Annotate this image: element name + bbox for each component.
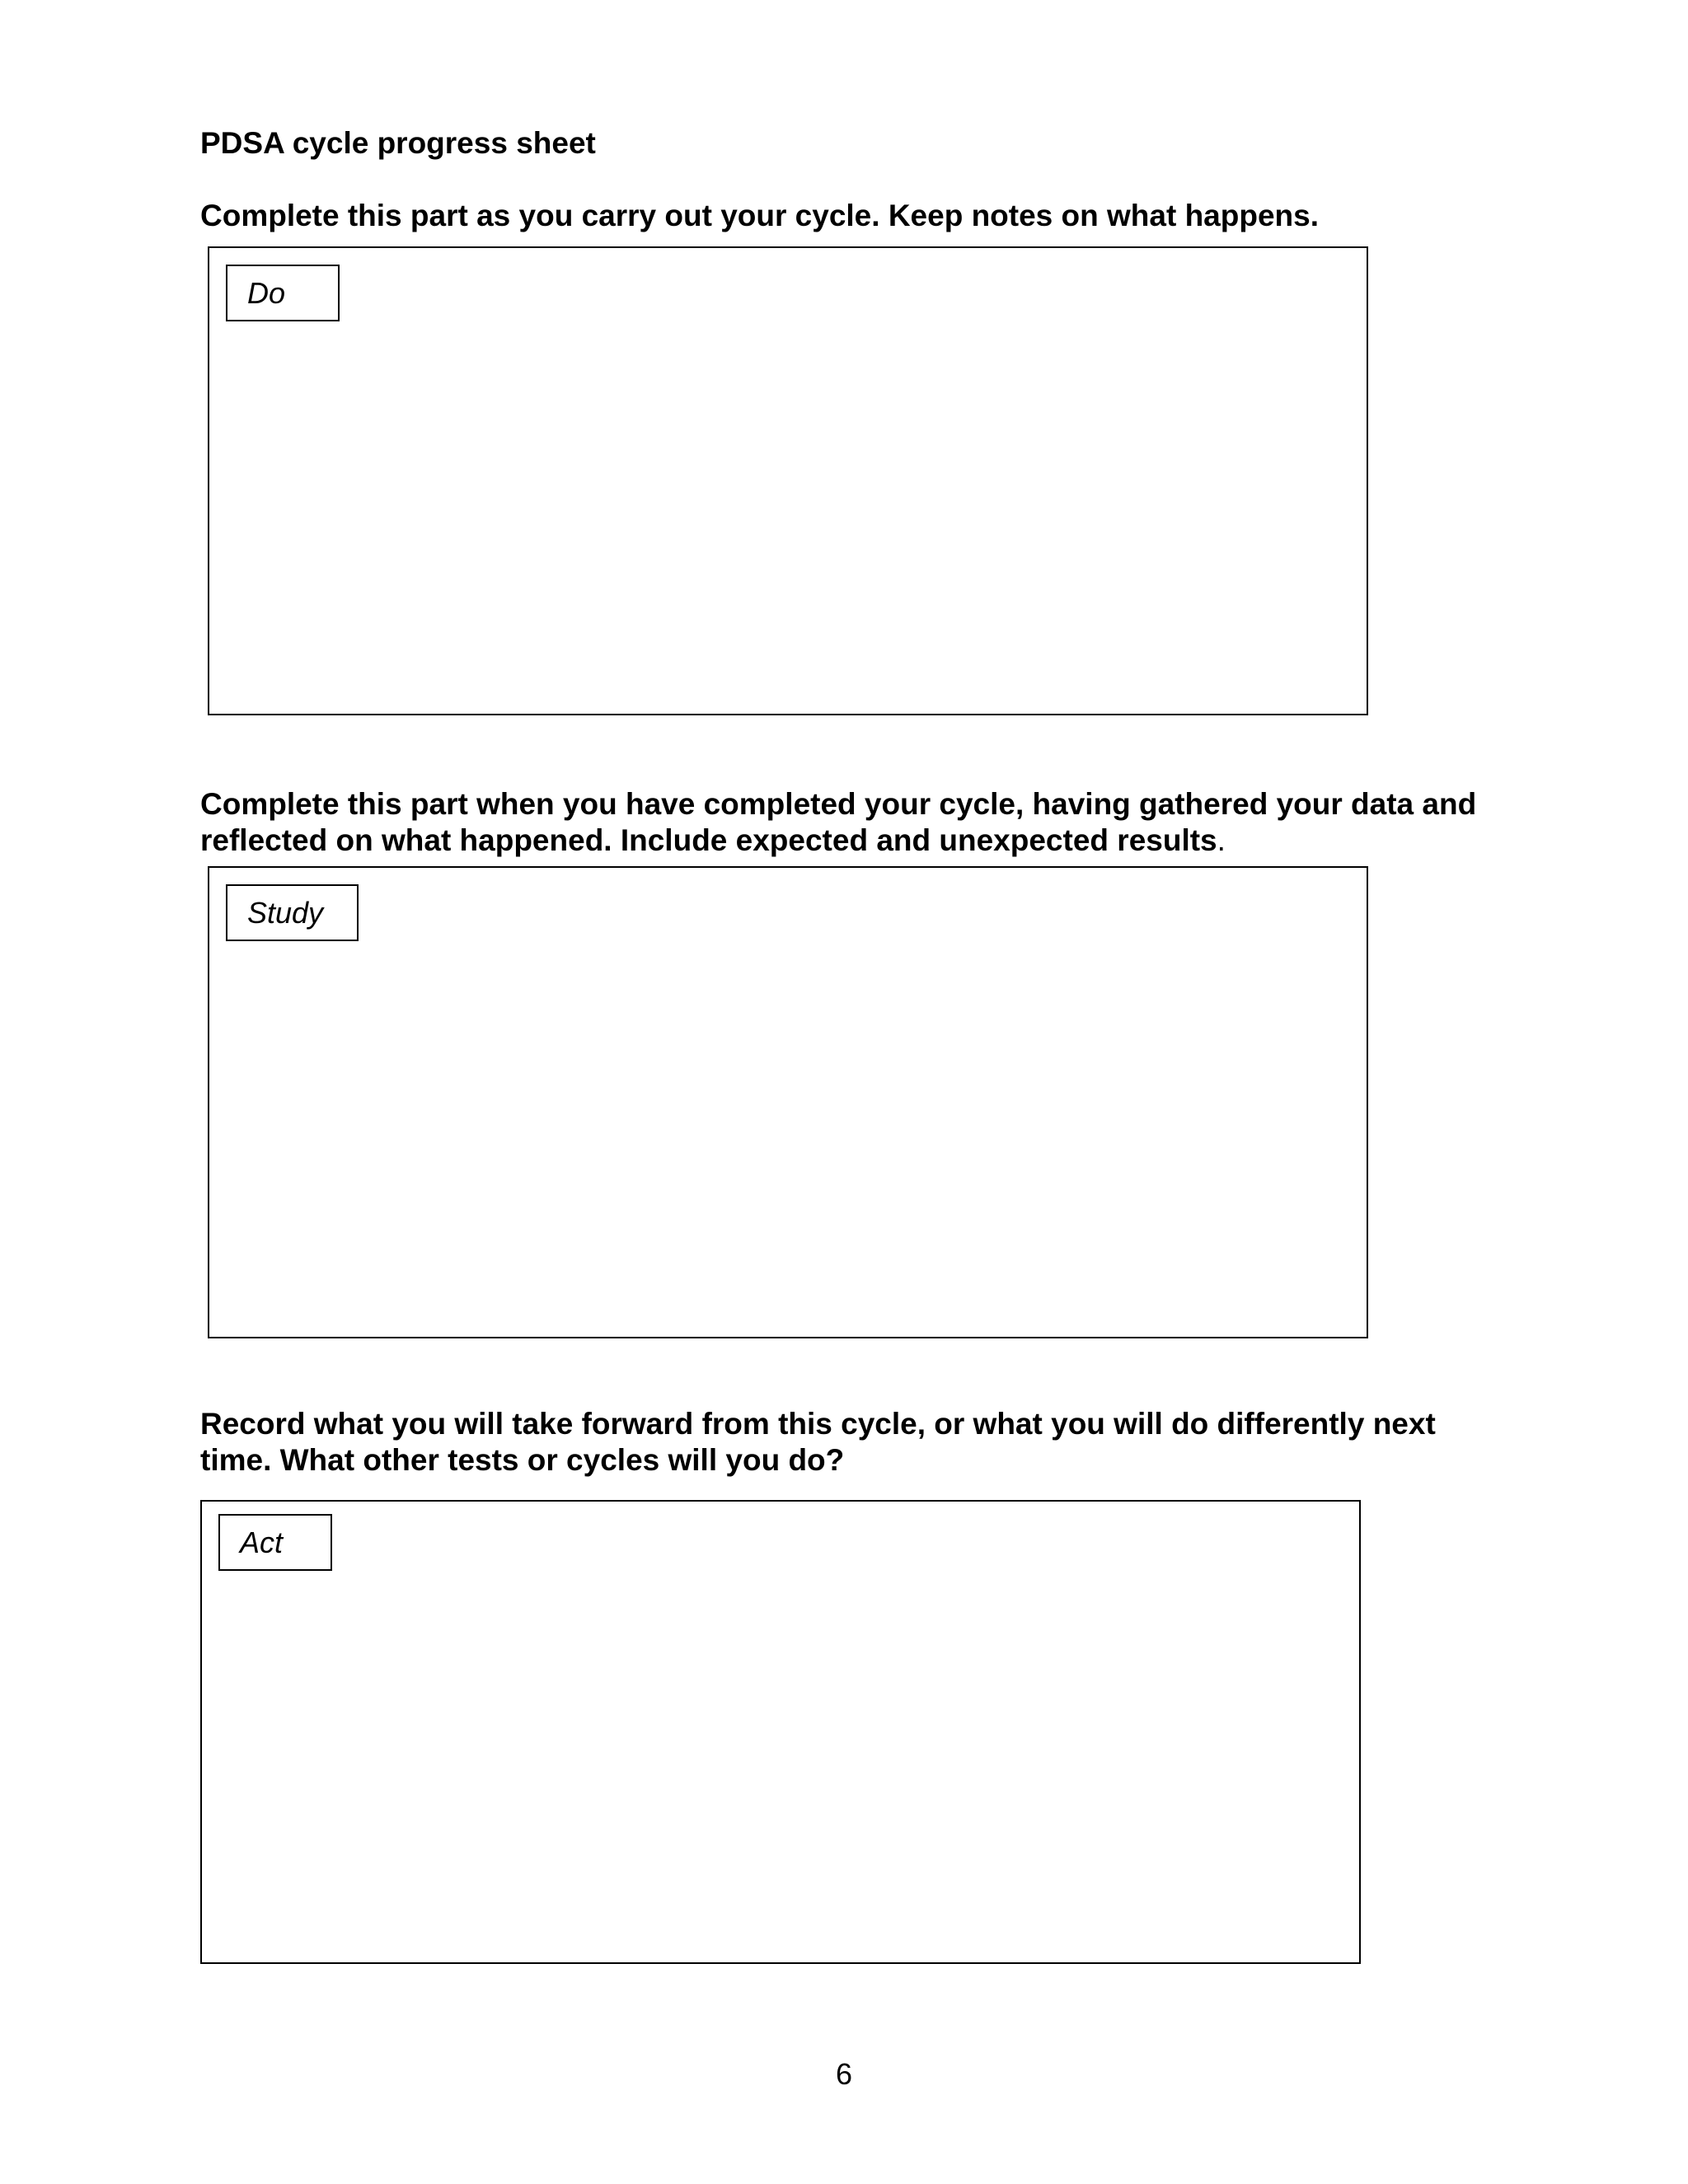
- study-instruction: [200, 786, 1486, 859]
- study-label: Study: [226, 884, 359, 941]
- act-label: Act: [218, 1514, 332, 1571]
- act-instruction: [200, 1406, 1486, 1479]
- study-instruction-trail: .: [1217, 823, 1226, 857]
- do-instruction-text: Complete this part as you carry out your cycle. Keep notes on what happens.: [200, 199, 1319, 232]
- do-notes-box[interactable]: [208, 246, 1368, 715]
- study-instruction-text: Complete this part when you have completed your cycle, having gathered your data and reflected on what happened. Include expected and unexpected results: [200, 787, 1477, 857]
- page-number: 6: [835, 2057, 853, 2091]
- study-notes-box[interactable]: [208, 866, 1368, 1338]
- act-notes-box[interactable]: [200, 1500, 1361, 1964]
- do-instruction: [200, 198, 1486, 234]
- act-instruction-text: Record what you will take forward from this cycle, or what you will do differently next time. What other tests or cycles will you do?: [200, 1407, 1436, 1477]
- do-label: Do: [226, 265, 340, 321]
- page-title: PDSA cycle progress sheet: [200, 126, 596, 160]
